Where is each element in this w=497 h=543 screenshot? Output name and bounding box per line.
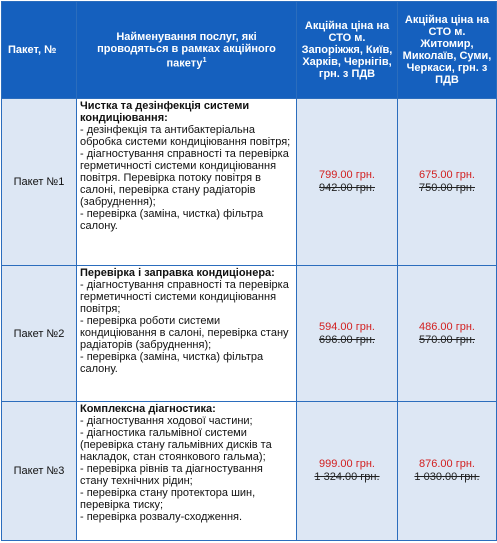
service-item: - перевірка стану протектора шин, перевірка тиску;: [80, 487, 256, 511]
service-item: - перевірка рівнів та діагностування стану технічних рідин;: [80, 463, 263, 487]
promo-price: 594.00 грн.: [319, 320, 375, 333]
header-price-a-label: Акційна ціна на СТО м. Запоріжжя, Київ, Харків, Чернігів, грн. з ПДВ: [301, 20, 393, 80]
package-name: Пакет №3: [2, 402, 77, 541]
old-price: 1 030.00 грн.: [414, 471, 480, 483]
service-item: - діагностування ходової частини;: [80, 415, 253, 427]
promo-price: 799.00 грн.: [319, 169, 375, 181]
table-row: [2, 99, 497, 266]
service-item: - діагностування справності та перевірка герметичності системи кондиціювання повітря. Перевірка потоку повітря в салоні, перевірка стану радіаторів (забруднення);: [80, 148, 289, 208]
price-cell-a: [297, 402, 398, 541]
package-name: Пакет №2: [2, 266, 77, 402]
promo-price: 999.00 грн.: [319, 458, 375, 470]
service-item: - перевірка розвалу-сходження.: [80, 511, 243, 523]
old-price: 942.00 грн.: [319, 182, 375, 194]
package-title: Комплексна діагностика:: [80, 403, 216, 415]
promo-price: 486.00 грн.: [419, 320, 475, 333]
old-price: 570.00 грн.: [419, 333, 475, 346]
price-cell-b: [398, 99, 497, 266]
price-cell-b: [398, 402, 497, 541]
service-item: - перевірка роботи системи кондиціювання в салоні, перевірка стану радіаторів (забруднення);: [80, 315, 289, 351]
promo-price: 876.00 грн.: [419, 458, 475, 470]
table-row: [2, 266, 497, 402]
service-item: - перевірка (заміна, чистка) фільтра салону.: [80, 208, 264, 232]
package-name: Пакет №1: [2, 99, 77, 266]
service-item: - діагностування справності та перевірка герметичності системи кондиціювання повітря;: [80, 279, 289, 315]
header-price-b-label: Акційна ціна на СТО м. Житомир, Миколаїв, Суми, Черкаси, грн. з ПДВ: [402, 14, 492, 86]
package-title: Перевірка і заправка кондиціонера:: [80, 267, 275, 279]
price-cell-a: [297, 266, 398, 402]
header-services-label: Найменування послуг, які проводяться в рамках акційного пакету: [97, 30, 276, 70]
package-description: [77, 99, 297, 266]
header-package: [2, 2, 77, 99]
header-services: [77, 2, 297, 99]
table-header-row: [2, 2, 497, 99]
service-item: - діагностика гальмівної системи (перевірка стану гальмівних дисків та накладок, стан стоянкового гальма);: [80, 427, 272, 463]
package-description: [77, 266, 297, 402]
package-description: [77, 402, 297, 541]
service-item: - перевірка (заміна, чистка) фільтра салону.: [80, 351, 264, 375]
old-price: 750.00 грн.: [419, 182, 475, 194]
old-price: 1 324.00 грн.: [314, 471, 380, 483]
footnote-marker: 1: [202, 56, 207, 64]
header-price-a: [297, 2, 398, 99]
package-title: Чистка та дезінфекція системи кондиціювання:: [80, 100, 250, 124]
price-cell-a: [297, 99, 398, 266]
service-item: - дезінфекція та антибактеріальна обробка системи кондиціювання повітря;: [80, 124, 291, 148]
promo-price: 675.00 грн.: [419, 169, 475, 181]
old-price: 696.00 грн.: [319, 333, 375, 346]
header-package-label: Пакет, №: [8, 44, 57, 56]
promo-packages-table: [1, 1, 497, 541]
table-row: [2, 402, 497, 541]
header-price-b: [398, 2, 497, 99]
price-cell-b: [398, 266, 497, 402]
